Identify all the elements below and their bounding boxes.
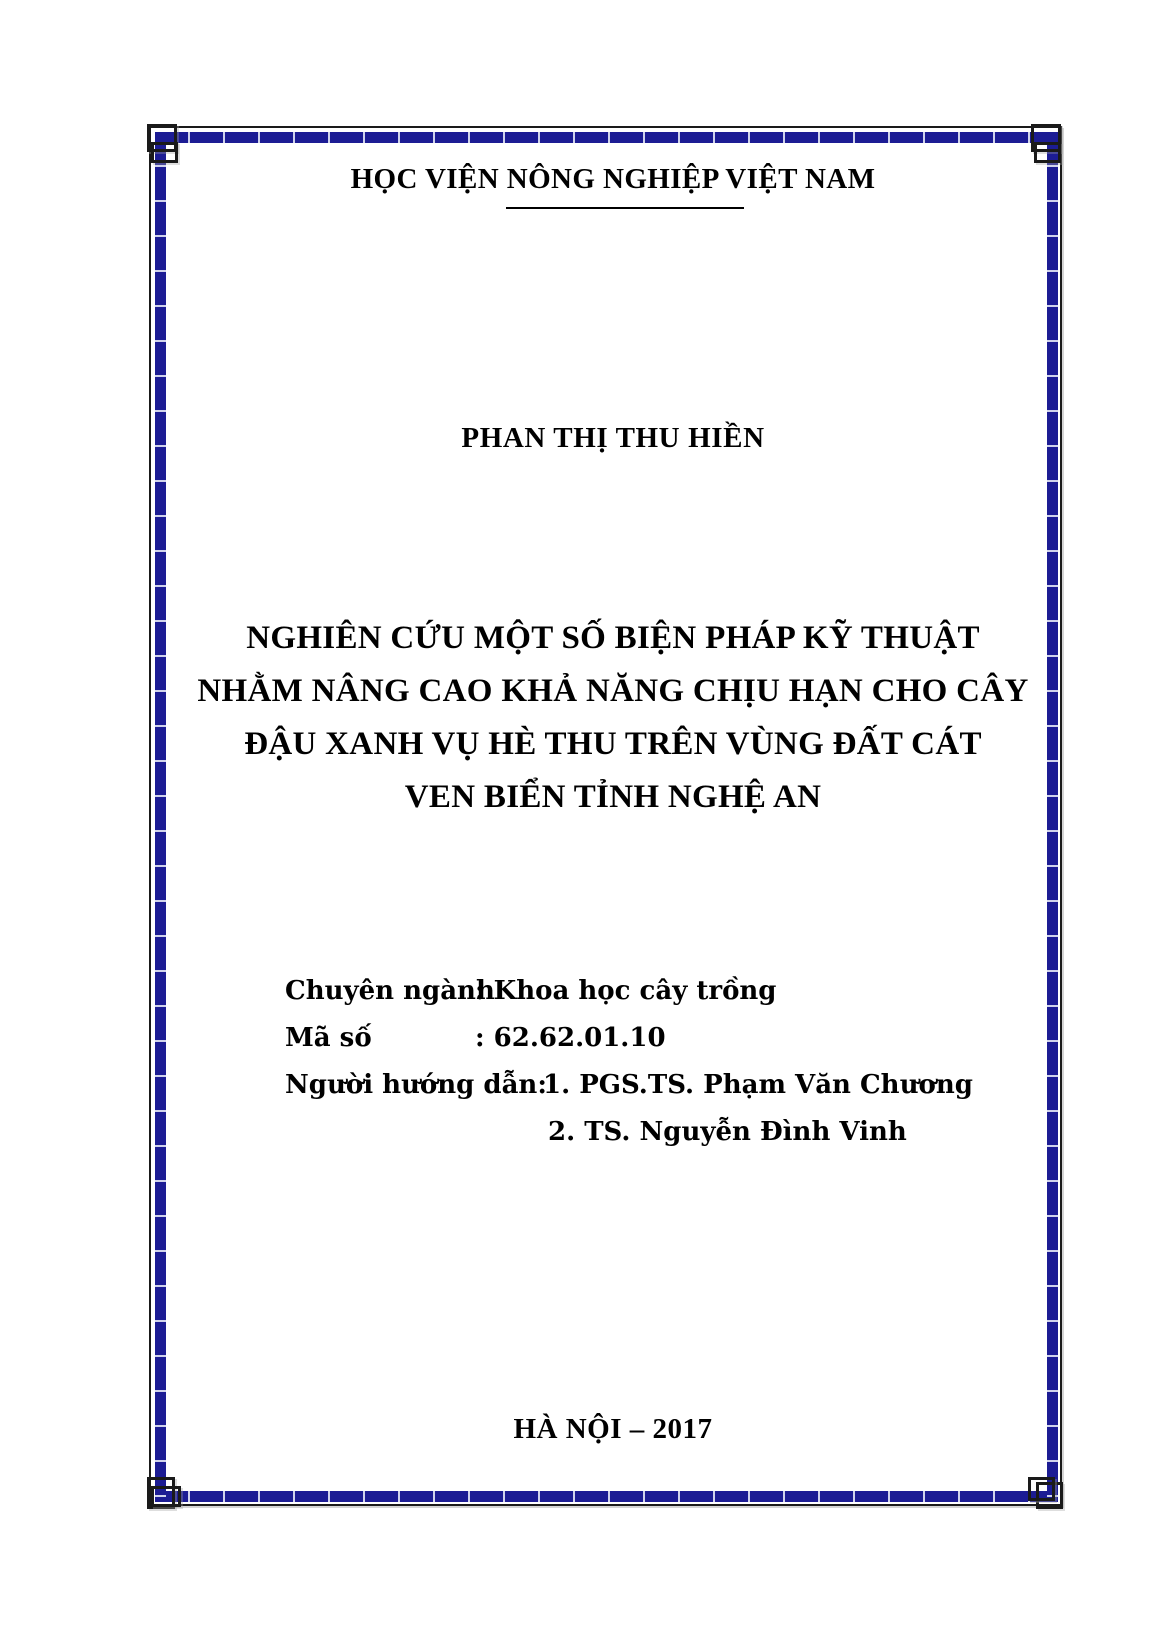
specialty-row <box>285 967 973 1014</box>
thesis-info-block <box>285 967 973 1155</box>
code-label: Mã số <box>285 1022 372 1053</box>
thesis-title-line-1: NGHIÊN CỨU MỘT SỐ BIỆN PHÁP KỸ THUẬT <box>246 620 980 656</box>
supervisor-2: 2. TS. Nguyễn Đình Vinh <box>548 1116 907 1147</box>
thesis-title <box>166 612 1060 824</box>
supervisor-row-2 <box>285 1108 973 1155</box>
specialty-value: : Khoa học cây trồng <box>475 975 777 1006</box>
code-value: : 62.62.01.10 <box>475 1022 666 1053</box>
university-name: HỌC VIỆN NÔNG NGHIỆP VIỆT NAM <box>350 163 876 195</box>
supervisor-row-1 <box>285 1061 973 1108</box>
author-name: PHAN THỊ THU HIỀN <box>461 422 765 454</box>
thesis-title-line-2: NHẰM NÂNG CAO KHẢ NĂNG CHỊU HẠN CHO CÂY <box>197 673 1029 709</box>
code-row <box>285 1014 973 1061</box>
supervisors-label: Người hướng dẫn: <box>285 1069 547 1100</box>
place-and-year: HÀ NỘI – 2017 <box>513 1413 713 1445</box>
border-band-left <box>155 132 166 1502</box>
cover-content <box>166 0 1060 1637</box>
specialty-label: Chuyên ngành <box>285 975 495 1006</box>
header-rule <box>506 207 744 209</box>
thesis-title-line-4: VEN BIỂN TỈNH NGHỆ AN <box>404 779 822 815</box>
thesis-title-line-3: ĐẬU XANH VỤ HÈ THU TRÊN VÙNG ĐẤT CÁT <box>244 726 982 762</box>
supervisor-1: 1. PGS.TS. Phạm Văn Chương <box>543 1069 973 1100</box>
